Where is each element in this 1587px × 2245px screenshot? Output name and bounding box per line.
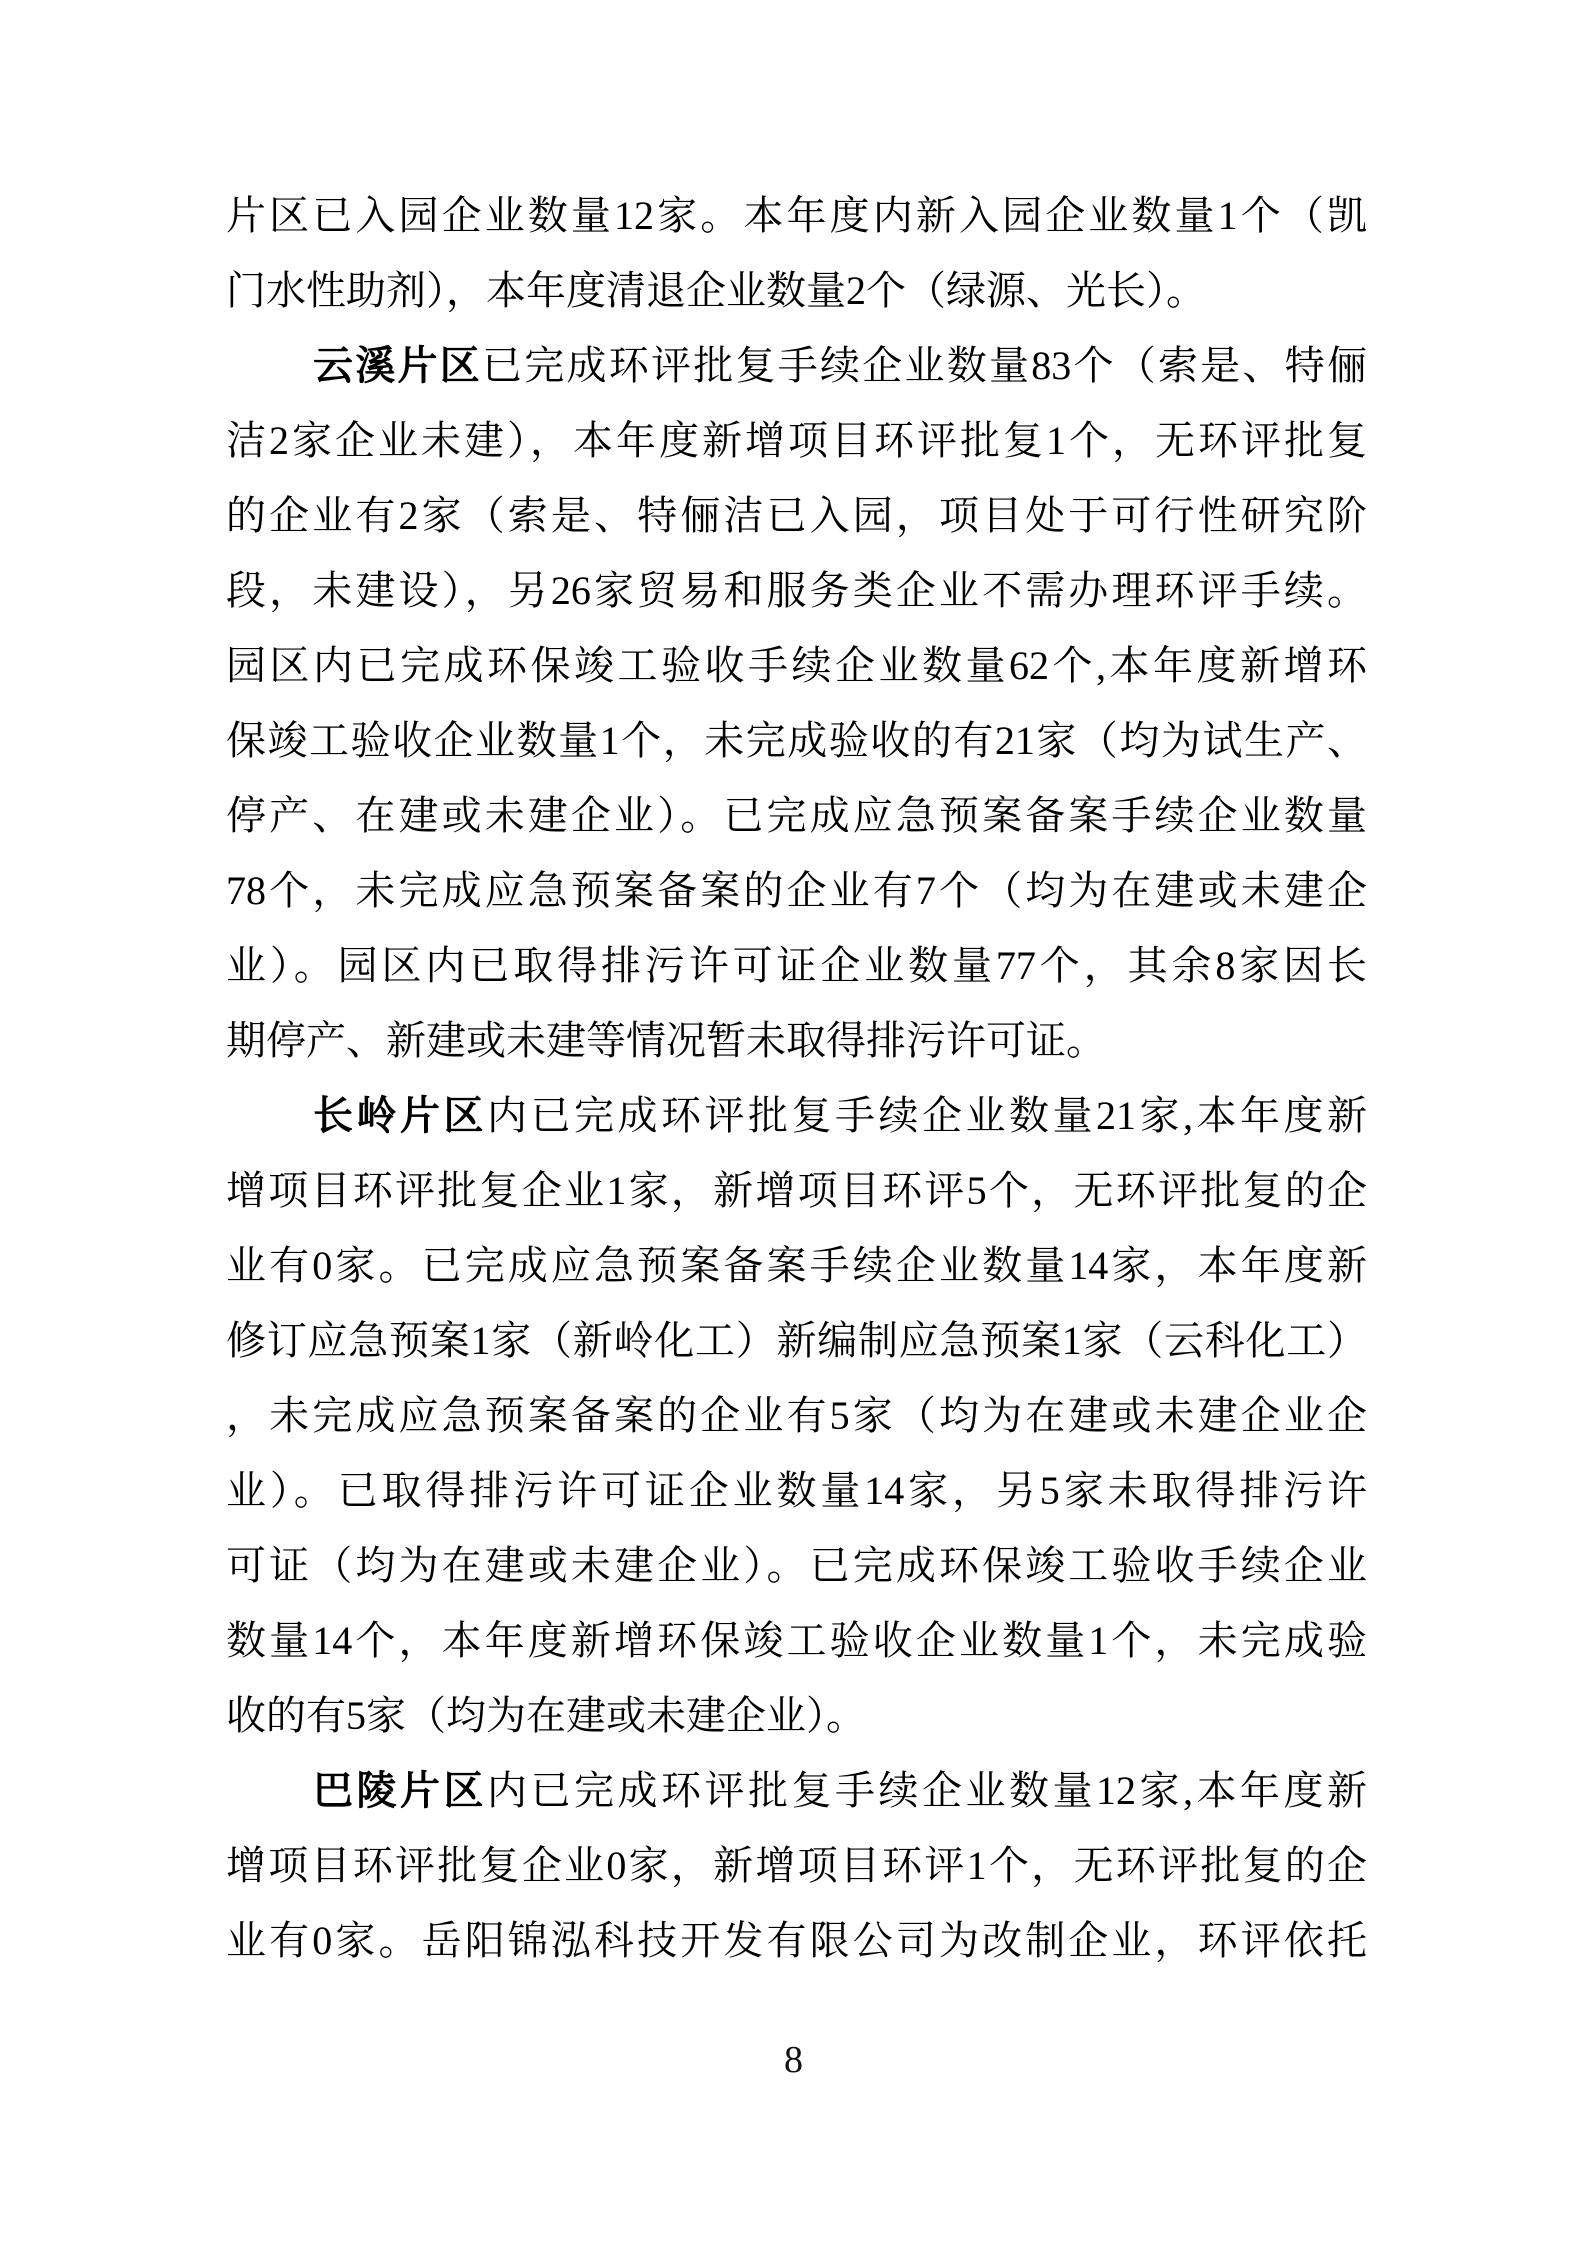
text-line — [226, 178, 1367, 253]
text-line — [226, 1603, 1367, 1678]
text-line — [226, 478, 1367, 553]
line-text: 门水性助剂），本年度清退企业数量2个（绿源、光长）。 — [226, 268, 1206, 313]
line-text: 的企业有2家（索是、特俪洁已入园，项目处于可行性研究阶 — [226, 493, 1367, 538]
line-text: 已完成环评批复手续企业数量83个（索是、特俪 — [482, 343, 1367, 388]
line-text: 增项目环评批复企业0家，新增项目环评1个，无环评批复的企 — [226, 1843, 1367, 1888]
text-line — [226, 778, 1367, 853]
line-text: 业）。园区内已取得排污许可证企业数量77个，其余8家因长 — [226, 943, 1367, 988]
line-text: 可证（均为在建或未建企业）。已完成环保竣工验收手续企业 — [226, 1543, 1367, 1588]
text-line — [226, 1378, 1367, 1453]
line-text: 停产、在建或未建企业）。已完成应急预案备案手续企业数量 — [226, 793, 1367, 838]
line-text: 内已完成环评批复手续企业数量12家,本年度新 — [487, 1768, 1367, 1813]
text-line — [226, 253, 1367, 328]
text-line — [226, 328, 1367, 403]
section-lead-baling: 巴陵片区 — [313, 1768, 487, 1813]
line-text: 园区内已完成环保竣工验收手续企业数量62个,本年度新增环 — [226, 643, 1367, 688]
line-text: 收的有5家（均为在建或未建企业）。 — [226, 1693, 866, 1738]
line-text: 段，未建设），另26家贸易和服务类企业不需办理环评手续。 — [226, 568, 1367, 613]
text-line — [226, 403, 1367, 478]
section-lead-yunxi: 云溪片区 — [313, 343, 482, 388]
text-line — [226, 853, 1367, 928]
text-line — [226, 1753, 1367, 1828]
line-text: ，未完成应急预案备案的企业有5家（均为在建或未建企业企 — [226, 1393, 1367, 1438]
text-line — [226, 1453, 1367, 1528]
text-line — [226, 1828, 1367, 1903]
text-line — [226, 1528, 1367, 1603]
text-line — [226, 1078, 1367, 1153]
text-line — [226, 1303, 1367, 1378]
text-line — [226, 553, 1367, 628]
line-text: 78个，未完成应急预案备案的企业有7个（均为在建或未建企 — [226, 868, 1367, 913]
line-text: 内已完成环评批复手续企业数量21家,本年度新 — [487, 1093, 1367, 1138]
line-text: 期停产、新建或未建等情况暂未取得排污许可证。 — [226, 1018, 1106, 1063]
line-text: 保竣工验收企业数量1个，未完成验收的有21家（均为试生产、 — [226, 718, 1367, 763]
line-text: 业）。已取得排污许可证企业数量14家，另5家未取得排污许 — [226, 1468, 1367, 1513]
section-lead-changling: 长岭片区 — [313, 1093, 487, 1138]
text-line — [226, 703, 1367, 778]
line-text: 数量14个，本年度新增环保竣工验收企业数量1个，未完成验 — [226, 1618, 1367, 1663]
text-line — [226, 1678, 1367, 1753]
line-text: 增项目环评批复企业1家，新增项目环评5个，无环评批复的企 — [226, 1168, 1367, 1213]
text-line — [226, 1903, 1367, 1978]
line-text: 业有0家。岳阳锦泓科技开发有限公司为改制企业，环评依托 — [226, 1918, 1367, 1963]
text-line — [226, 928, 1367, 1003]
line-text: 业有0家。已完成应急预案备案手续企业数量14家，本年度新 — [226, 1243, 1367, 1288]
page-number: 8 — [784, 2039, 803, 2081]
text-line — [226, 1228, 1367, 1303]
line-text: 洁2家企业未建），本年度新增项目环评批复1个，无环评批复 — [226, 418, 1367, 463]
line-text: 片区已入园企业数量12家。本年度内新入园企业数量1个（凯 — [226, 193, 1367, 238]
line-text: 修订应急预案1家（新岭化工）新编制应急预案1家（云科化工） — [226, 1318, 1367, 1363]
text-line — [226, 1003, 1367, 1078]
text-line — [226, 628, 1367, 703]
text-line — [226, 1153, 1367, 1228]
document-page — [226, 178, 1367, 1978]
